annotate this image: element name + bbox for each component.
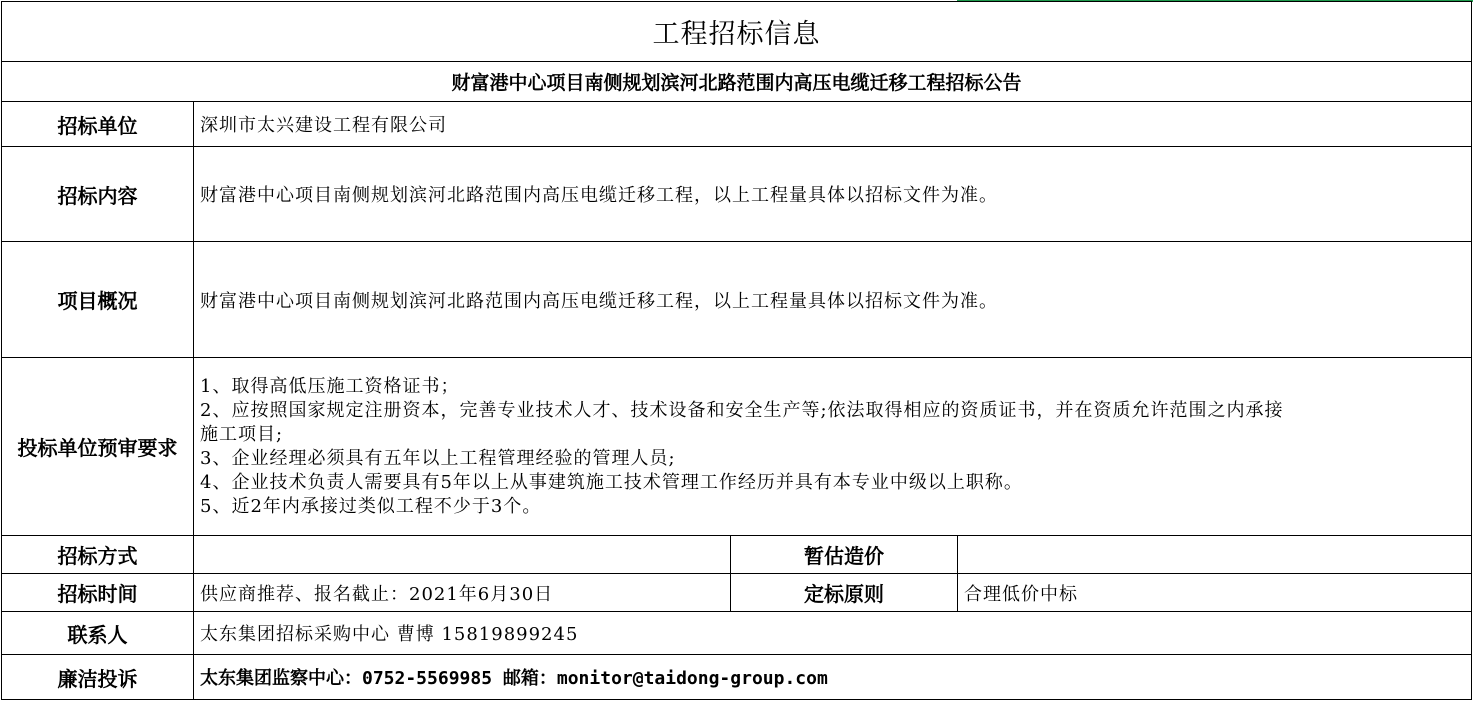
contact-label: 联系人 bbox=[2, 612, 194, 655]
prequal-line: 3、企业经理必须具有五年以上工程管理经验的管理人员; bbox=[200, 447, 676, 469]
tender-unit-value: 深圳市太兴建设工程有限公司 bbox=[194, 102, 1472, 147]
prequal-line: 2、应按照国家规定注册资本，完善专业技术人才、技术设备和安全生产等;依法取得相应的资质证书，并在资质允许范围之内承接 bbox=[200, 399, 1284, 421]
complaint-value: 太东集团监察中心：0752-5569985 邮箱：monitor@taidong-group.com bbox=[194, 655, 1472, 700]
project-overview-value: 财富港中心项目南侧规划滨河北路范围内高压电缆迁移工程，以上工程量具体以招标文件为准。 bbox=[194, 242, 1472, 358]
award-principle-value: 合理低价中标 bbox=[958, 574, 1472, 612]
award-principle-label: 定标原则 bbox=[731, 574, 958, 612]
page-title: 工程招标信息 bbox=[2, 2, 1472, 62]
estimated-cost-label: 暂估造价 bbox=[731, 536, 958, 574]
prequal-line: 4、企业技术负责人需要具有5年以上从事建筑施工技术管理工作经历并具有本专业中级以上职称。 bbox=[200, 471, 1023, 493]
tender-content-label: 招标内容 bbox=[2, 147, 194, 242]
complaint-label: 廉洁投诉 bbox=[2, 655, 194, 700]
estimated-cost-value bbox=[958, 536, 1472, 574]
prequal-label: 投标单位预审要求 bbox=[2, 358, 194, 536]
tender-unit-label: 招标单位 bbox=[2, 102, 194, 147]
tender-time-value: 供应商推荐、报名截止：2021年6月30日 bbox=[194, 574, 731, 612]
announcement-title: 财富港中心项目南侧规划滨河北路范围内高压电缆迁移工程招标公告 bbox=[2, 62, 1472, 102]
prequal-line: 1、取得高低压施工资格证书； bbox=[200, 375, 460, 397]
prequal-line: 施工项目; bbox=[200, 423, 284, 445]
contact-value: 太东集团招标采购中心 曹博 15819899245 bbox=[194, 612, 1472, 655]
tender-table bbox=[1, 1, 1472, 700]
tender-method-label: 招标方式 bbox=[2, 536, 194, 574]
prequal-line: 5、近2年内承接过类似工程不少于3个。 bbox=[200, 495, 542, 517]
tender-method-value bbox=[194, 536, 731, 574]
project-overview-label: 项目概况 bbox=[2, 242, 194, 358]
tender-time-label: 招标时间 bbox=[2, 574, 194, 612]
tender-content-value: 财富港中心项目南侧规划滨河北路范围内高压电缆迁移工程，以上工程量具体以招标文件为准。 bbox=[194, 147, 1472, 242]
prequal-requirements bbox=[194, 358, 1472, 536]
